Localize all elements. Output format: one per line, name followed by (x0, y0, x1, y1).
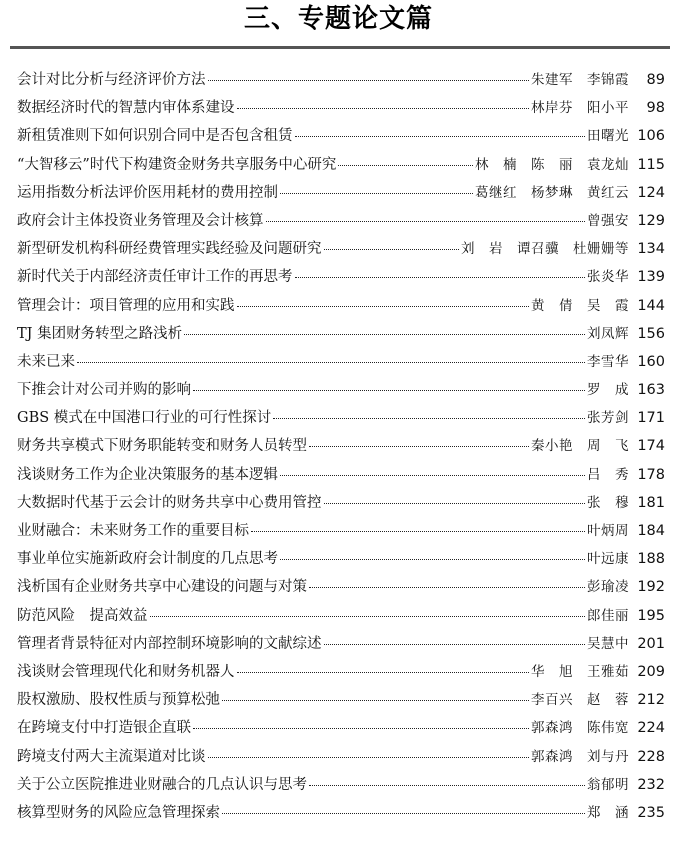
toc-entry-title: 运用指数分析法评价医用耗材的费用控制 (17, 184, 278, 201)
toc-entry-page-number: 124 (637, 184, 665, 201)
toc-entry-authors: 翁郁明 (587, 776, 629, 793)
toc-entry-page-number: 134 (637, 241, 665, 258)
dot-leader (251, 531, 585, 532)
dot-leader (266, 221, 586, 222)
toc-entry[interactable] (17, 294, 665, 322)
toc-entry[interactable] (17, 632, 665, 660)
toc-entry-page-number: 106 (637, 128, 665, 145)
toc-entry-title: 核算型财务的风险应急管理探索 (17, 804, 220, 821)
toc-entry-title: 在跨境支付中打造银企直联 (17, 720, 191, 737)
toc-entry-page-number: 144 (637, 297, 665, 314)
toc-entry-authors: 张 穆 (587, 494, 629, 511)
toc-entry-title: 数据经济时代的智慧内审体系建设 (17, 100, 235, 117)
toc-entry-page-number: 195 (637, 607, 665, 624)
toc-entry-title: TJ 集团财务转型之路浅析 (17, 325, 183, 342)
toc-entry-page-number: 181 (637, 494, 665, 511)
toc-entry-authors: 刘凤辉 (587, 325, 629, 342)
toc-entry-page-number: 160 (637, 353, 665, 370)
dot-leader (280, 193, 473, 194)
toc-entry-page-number: 212 (637, 692, 665, 709)
toc-entry-page-number: 171 (637, 410, 665, 427)
dot-leader (222, 813, 585, 814)
toc-entry-title: 未来已来 (17, 353, 75, 370)
toc-entry-page-number: 228 (637, 748, 665, 765)
toc-entry[interactable] (17, 68, 665, 96)
toc-entry-page-number: 192 (637, 579, 665, 596)
toc-entry-authors: 葛继红 杨梦琳 黄红云 (475, 184, 629, 201)
toc-entry-authors: 郭森鸿 陈伟宽 (531, 720, 629, 737)
toc-entry-title: 政府会计主体投资业务管理及会计核算 (17, 212, 264, 229)
toc-entry-page-number: 174 (637, 438, 665, 455)
toc-entry-title: 浅析国有企业财务共享中心建设的问题与对策 (17, 579, 307, 596)
toc-entry-page-number: 184 (637, 523, 665, 539)
toc-entry[interactable] (17, 660, 665, 688)
dot-leader (208, 757, 530, 758)
dot-leader (280, 559, 585, 560)
toc-entry-title: 浅谈财会管理现代化和财务机器人 (17, 663, 235, 680)
dot-leader (338, 165, 473, 166)
dot-leader (324, 503, 586, 504)
toc-entry-title: 关于公立医院推进业财融合的几点认识与思考 (17, 776, 307, 793)
toc-entry-authors: 张炎华 (587, 269, 629, 286)
dot-leader (280, 475, 585, 476)
toc-entry[interactable] (17, 434, 665, 462)
toc-entry-authors: 郭森鸿 刘与丹 (531, 748, 629, 765)
toc-entry-title: 新时代关于内部经济责任审计工作的再思考 (17, 269, 293, 286)
toc-entry-title: 管理者背景特征对内部控制环境影响的文献综述 (17, 635, 322, 652)
toc-entry[interactable] (17, 96, 665, 124)
toc-entry[interactable] (17, 716, 665, 744)
toc-entry-page-number: 235 (637, 804, 665, 821)
toc-entry-page-number: 232 (637, 776, 665, 793)
toc-entry-title: 新租赁准则下如何识别合同中是否包含租赁 (17, 128, 293, 145)
toc-entry-page-number: 178 (637, 466, 665, 483)
toc-entry-page-number: 129 (637, 212, 665, 229)
toc-entry-authors: 郑 涵 (587, 804, 629, 821)
toc-entry-authors: 李百兴 赵 蓉 (531, 692, 629, 709)
toc-entry[interactable] (17, 463, 665, 491)
toc-entry-title: 股权激励、股权性质与预算松弛 (17, 692, 220, 709)
toc-entry[interactable] (17, 153, 665, 181)
toc-entry-authors: 郎佳丽 (587, 607, 629, 624)
toc-entry-authors: 曾强安 (587, 212, 629, 229)
toc-entry-authors: 朱建军 李锦霞 (531, 72, 629, 88)
toc-entry-page-number: 188 (637, 551, 665, 568)
dot-leader (324, 249, 460, 250)
toc-entry-title: 浅谈财务工作为企业决策服务的基本逻辑 (17, 466, 278, 483)
toc-entry-title: 管理会计：项目管理的应用和实践 (17, 297, 235, 314)
dot-leader (208, 80, 530, 81)
toc-entry[interactable] (17, 604, 665, 632)
toc-entry-authors: 叶远康 (587, 551, 629, 568)
toc-entry[interactable] (17, 491, 665, 519)
toc-entry-title: 防范风险 提高效益 (17, 607, 148, 624)
dot-leader (295, 136, 586, 137)
toc-entry-authors: 吕 秀 (587, 466, 629, 483)
toc-entry[interactable] (17, 801, 665, 829)
toc-entry[interactable] (17, 350, 665, 378)
toc-entry-title: 跨境支付两大主流渠道对比谈 (17, 748, 206, 765)
dot-leader (237, 108, 530, 109)
dot-leader (309, 785, 585, 786)
section-title: 三、专题论文篇 (243, 4, 433, 34)
table-of-contents (17, 68, 665, 829)
dot-leader (237, 672, 530, 673)
dot-leader (77, 362, 585, 363)
toc-entry-authors: 罗 成 (587, 382, 629, 399)
toc-entry-page-number: 209 (637, 663, 665, 680)
toc-entry[interactable] (17, 378, 665, 406)
dot-leader (184, 334, 585, 335)
toc-entry[interactable] (17, 265, 665, 293)
toc-entry-page-number: 201 (637, 635, 665, 652)
dot-leader (150, 616, 586, 617)
toc-entry-authors: 张芳剑 (587, 410, 629, 427)
dot-leader (309, 446, 529, 447)
toc-entry-authors: 吴慧中 (587, 635, 629, 652)
dot-leader (295, 277, 586, 278)
toc-entry-page-number: 156 (637, 325, 665, 342)
title-divider (10, 46, 670, 49)
toc-entry-title: 财务共享模式下财务职能转变和财务人员转型 (17, 438, 307, 455)
toc-entry[interactable] (17, 773, 665, 801)
toc-entry[interactable] (17, 406, 665, 434)
toc-entry-authors: 刘 岩 谭召骥 杜姗姗等 (461, 241, 629, 258)
toc-entry-authors: 李雪华 (587, 353, 629, 370)
toc-entry-authors: 叶炳周 (587, 523, 629, 539)
toc-entry-title: GBS 模式在中国港口行业的可行性探讨 (17, 410, 272, 427)
toc-entry-page-number: 115 (637, 156, 665, 173)
toc-entry[interactable] (17, 547, 665, 575)
toc-entry[interactable] (17, 181, 665, 209)
dot-leader (237, 306, 530, 307)
toc-entry-authors: 黄 倩 吴 霞 (531, 297, 629, 314)
toc-entry-authors: 林岸芬 阳小平 (531, 100, 629, 117)
toc-entry-title: “大智移云”时代下构建资金财务共享服务中心研究 (17, 156, 337, 173)
toc-entry-authors: 彭瑜凌 (587, 579, 629, 596)
toc-entry-authors: 林 楠 陈 丽 袁龙灿 (475, 156, 629, 173)
toc-entry-authors: 秦小艳 周 飞 (531, 438, 629, 455)
toc-entry-title: 新型研发机构科研经费管理实践经验及问题研究 (17, 241, 322, 258)
toc-entry[interactable] (17, 745, 665, 773)
toc-entry-title: 事业单位实施新政府会计制度的几点思考 (17, 551, 278, 568)
toc-entry-title: 会计对比分析与经济评价方法 (17, 72, 206, 88)
dot-leader (309, 587, 585, 588)
toc-entry-page-number: 224 (637, 720, 665, 737)
toc-entry-page-number: 98 (646, 100, 665, 117)
toc-entry-page-number: 89 (646, 72, 665, 88)
dot-leader (273, 418, 585, 419)
toc-entry[interactable] (17, 124, 665, 152)
toc-entry-authors: 田曙光 (587, 128, 629, 145)
toc-entry-page-number: 163 (637, 382, 665, 399)
dot-leader (324, 644, 586, 645)
dot-leader (193, 390, 585, 391)
dot-leader (222, 700, 529, 701)
toc-entry-title: 业财融合：未来财务工作的重要目标 (17, 523, 249, 539)
toc-entry[interactable] (17, 688, 665, 716)
toc-entry[interactable] (17, 237, 665, 265)
toc-entry-page-number: 139 (637, 269, 665, 286)
toc-entry-title: 下推会计对公司并购的影响 (17, 382, 191, 399)
toc-entry[interactable] (17, 519, 665, 547)
toc-entry-authors: 华 旭 王雅茹 (531, 663, 629, 680)
toc-entry[interactable] (17, 575, 665, 603)
toc-entry[interactable] (17, 322, 665, 350)
toc-entry-title: 大数据时代基于云会计的财务共享中心费用管控 (17, 494, 322, 511)
toc-entry[interactable] (17, 209, 665, 237)
dot-leader (193, 728, 529, 729)
